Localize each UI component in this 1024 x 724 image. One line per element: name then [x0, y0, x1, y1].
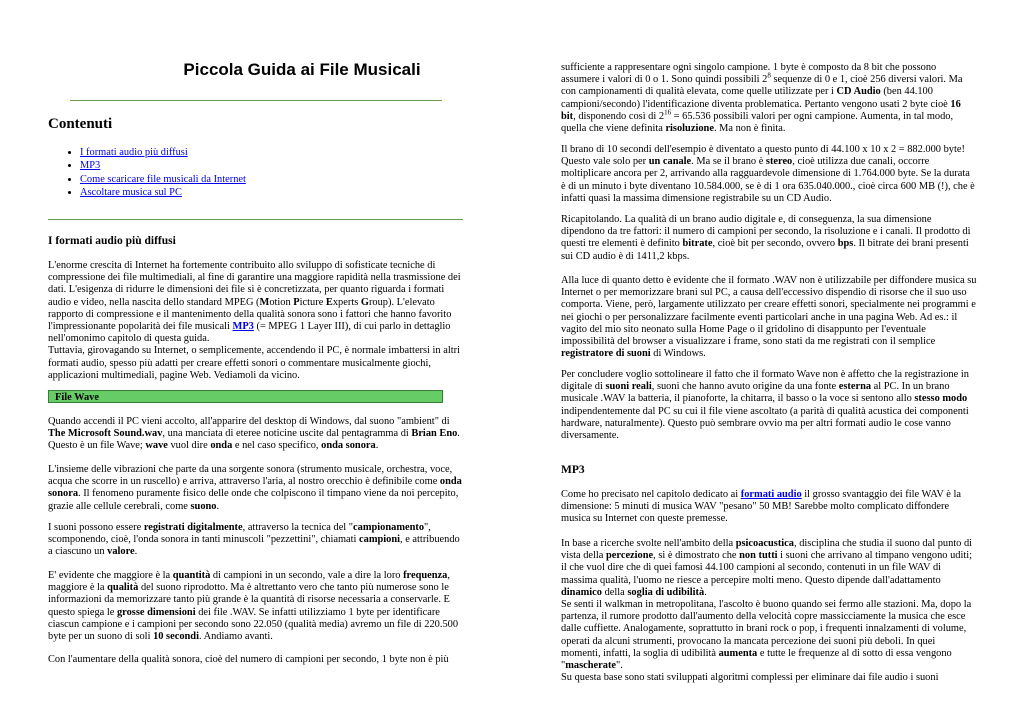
paragraph: Come ho precisato nel capitolo dedicato ai formati audio il grosso svantaggio dei file WAV è la dimensione: 5 minuti di musica WAV "pesano" 50 MB! Sarebbe molto complicato diffondere musica su Internet con queste premesse.: [561, 489, 961, 525]
paragraph: Alla luce di quanto detto è evidente che il formato .WAV non è utilizzabile per diffondere musica su Internet o per memorizzare brani sul PC, a causa dell'eccessivo dispendio di risorse che il suo uso comporta. Viene, però, largamente utilizzato per creare effetti sonori, specialmente nei programmi e nei giochi o per personalizzare facilmente eventi particolari anche in una pagina Web. Ad es.: il vagito del mio sito neonato sulla Home Page o il gridolino di disappunto per l'eventuale impossibilità del browser a visualizzare i frame, sono stati da me registrati con il semplice registratore di suoni di Windows.: [561, 275, 977, 360]
paragraph: I suoni possono essere registrati digitalmente, attraverso la tecnica del "campionamento", scomponendo, cioè, l'onda sonora in tanti minuscoli "pezzettini", chiamati campioni, e attribuendo a ciascuno un valore.: [48, 522, 460, 558]
paragraph: In base a ricerche svolte nell'ambito della psicoacustica, disciplina che studia il suono dal punto di vista della percezione, si è dimostrato che non tutti i suoni che arrivano al timpano vengono uditi; il che vuol dire che di quei famosi 44.100 campioni al secondo, contenuti in un file WAV di massima qualità, l'uomo ne riesce a percepire molti meno. Questo dipende dall'adattamento dinamico della soglia di udibilità. Se senti il walkman in metropolitana, l'ascolto è buono quando sei fermo alle stazioni. Ma, dopo la partenza, il rumore prodotto dall'aumento della velocità copre massicciamente la musica che esce dalle cuffiette. Analogamente, soprattutto in brani rock o pop, i frequenti innalzamenti di volume, operati da alcuni strumenti, provocano la mancata percezione dei suoni più deboli. In quei momenti, infatti, la soglia di udibilità aumenta e tutte le frequenze al di sotto di essa vengono "mascherate". Su questa base sono stati sviluppati algoritmi complessi per eliminare dai file audio i suoni: [561, 538, 973, 684]
paragraph: Quando accendi il PC vieni accolto, all'apparire del desktop di Windows, dal suono "ambient" di The Microsoft Sound.wav, una manciata di eteree noticine uscite dal pentagramma di Brian Eno. Questo è un file Wave; wave vuol dire onda e nel caso specifico, onda sonora.: [48, 416, 460, 452]
section-heading-mp3: MP3: [561, 464, 585, 476]
paragraph: E' evidente che maggiore è la quantità di campioni in un secondo, vale a dire la loro frequenza, maggiore è la qualità del suono riprodotto. Ma è altrettanto vero che tanto più numerose sono le informazioni da memorizzare tanto più grande è la quantità di risorse necessaria a conservarle. E questo spiega le grosse dimensioni dei file .WAV. Se infatti utilizziamo 1 byte per identificare ciascun campione e i campioni per secondo sono 22.050 (qualità media) avremo un file di 220.500 byte per un suono di soli 10 secondi. Andiamo avanti.: [48, 570, 459, 643]
section-heading-formati: I formati audio più diffusi: [48, 235, 176, 247]
paragraph: L'insieme delle vibrazioni che parte da una sorgente sonora (strumento musicale, orchestra, voce, acqua che scorre in un ruscello) e arriva, attraverso l'aria, al nostro orecchio è definibile come onda sonora. Il fenomeno puramente fisico delle onde che colpiscono il timpano viene da noi percepito, grazie alle cellule cerebrali, come suono.: [48, 464, 462, 512]
file-wave-header: File Wave: [48, 390, 443, 403]
paragraph: Ricapitolando. La qualità di un brano audio digitale e, di conseguenza, la sua dimensione dipendono da tre fattori: il numero di campioni per secondo, la risoluzione e i canali. Il prodotto di questi tre elementi è definito bitrate, cioè bit per secondo, ovvero bps. Il bitrate dei brani presenti sui CD audio è di 1411,2 kbps.: [561, 214, 971, 262]
paragraph: Il brano di 10 secondi dell'esempio è diventato a questo punto di 44.100 x 10 x 2 = 882.000 byte! Questo vale solo per un canale. Ma se il brano è stereo, cioè utilizza due canali, occorre moltiplicare ancora per 2, arrivando alla ragguardevole dimensione di 1.764.000 byte. Se la durata è di un minuto i byte diventano 10.584.000, se è di 1 ora 635.040.000., cioè circa 600 MB (!), che è infatti quasi la massima dimensione registrabile su un CD Audio.: [561, 144, 975, 204]
paragraph: Per concludere voglio sottolineare il fatto che il formato Wave non è affetto che la registrazione in digitale di suoni reali, suoni che hanno avuto origine da una fonte esterna al PC. In un brano musicale .WAV la batteria, il pianoforte, la chitarra, il basso o la voce si sentono allo stesso modo indipendentemente dal PC su cui il file viene ascoltato (a parità di qualità acustica dei componenti hardware, naturalmente). Questo può sembrare ovvio ma per altri formati audio le cose vanno diversamente.: [561, 369, 969, 442]
section-divider: [48, 219, 463, 220]
formati-audio-link[interactable]: formati audio: [740, 489, 802, 500]
paragraph: L'enorme crescita di Internet ha fortemente contribuito allo sviluppo di sofisticate tecniche di compressione dei file multimediali, al fine di garantire una maggiore rapidità nella trasmissione dei dati. L'esigenza di ridurre le dimensioni dei file si è concretizzata, per quanto riguarda i formati audio e video, nella nascita dello standard MPEG (Motion Picture Experts Group). L'elevato rapporto di compressione e il mantenimento della qualità sonora sono i fattori che hanno favorito l'impressionante popolarità dei file musicali MP3 (= MPEG 1 Layer III), di cui parlo in dettaglio nell'omonimo capitolo di questa guida. Tuttavia, girovagando su Internet, o semplicemente, accendendo il PC, è normale imbattersi in altri formati audio, spesso più adatti per creare effetti sonori o commentare musicalmente giochi, applicazioni multimediali, pagine Web. Vediamoli da vicino.: [48, 260, 461, 381]
toc-link-scaricare[interactable]: Come scaricare file musicali da Internet: [80, 173, 246, 185]
paragraph: Con l'aumentare della qualità sonora, cioè del numero di campioni per secondo, 1 byte non è più: [48, 654, 449, 665]
toc-item: [80, 146, 246, 159]
toc-item: [80, 159, 246, 172]
title-divider: [70, 100, 442, 101]
paragraph: sufficiente a rappresentare ogni singolo campione. 1 byte è composto da 8 bit che possono assumere i valori di 0 o 1. Sono quindi possibili $2^8$ sequenze di 0 e 1, cioè 256 diversi valori. Ma con campionamenti di qualità elevata, come quelle utilizzate per i CD Audio (ben 44.100 campioni/secondo) l'identificazione diventa problematica. Pertanto vengono usati 2 byte cioè 16 bit, disponendo così di $2^{16} = 65.536$ possibili valori per ogni campione. Aumenta, in tal modo, quella che viene definita risoluzione. Ma non è finita.: [561, 62, 963, 135]
toc-link-ascoltare[interactable]: Ascoltare musica sul PC: [80, 187, 182, 199]
toc-link-mp3[interactable]: MP3: [80, 160, 101, 172]
page-title: Piccola Guida ai File Musicali: [183, 60, 421, 79]
table-of-contents: [48, 146, 246, 200]
toc-link-formati[interactable]: I formati audio più diffusi: [80, 147, 188, 158]
toc-item: [80, 173, 246, 186]
mp3-link[interactable]: MP3: [232, 321, 254, 333]
contents-heading: Contenuti: [48, 116, 113, 132]
toc-item: [80, 186, 246, 199]
